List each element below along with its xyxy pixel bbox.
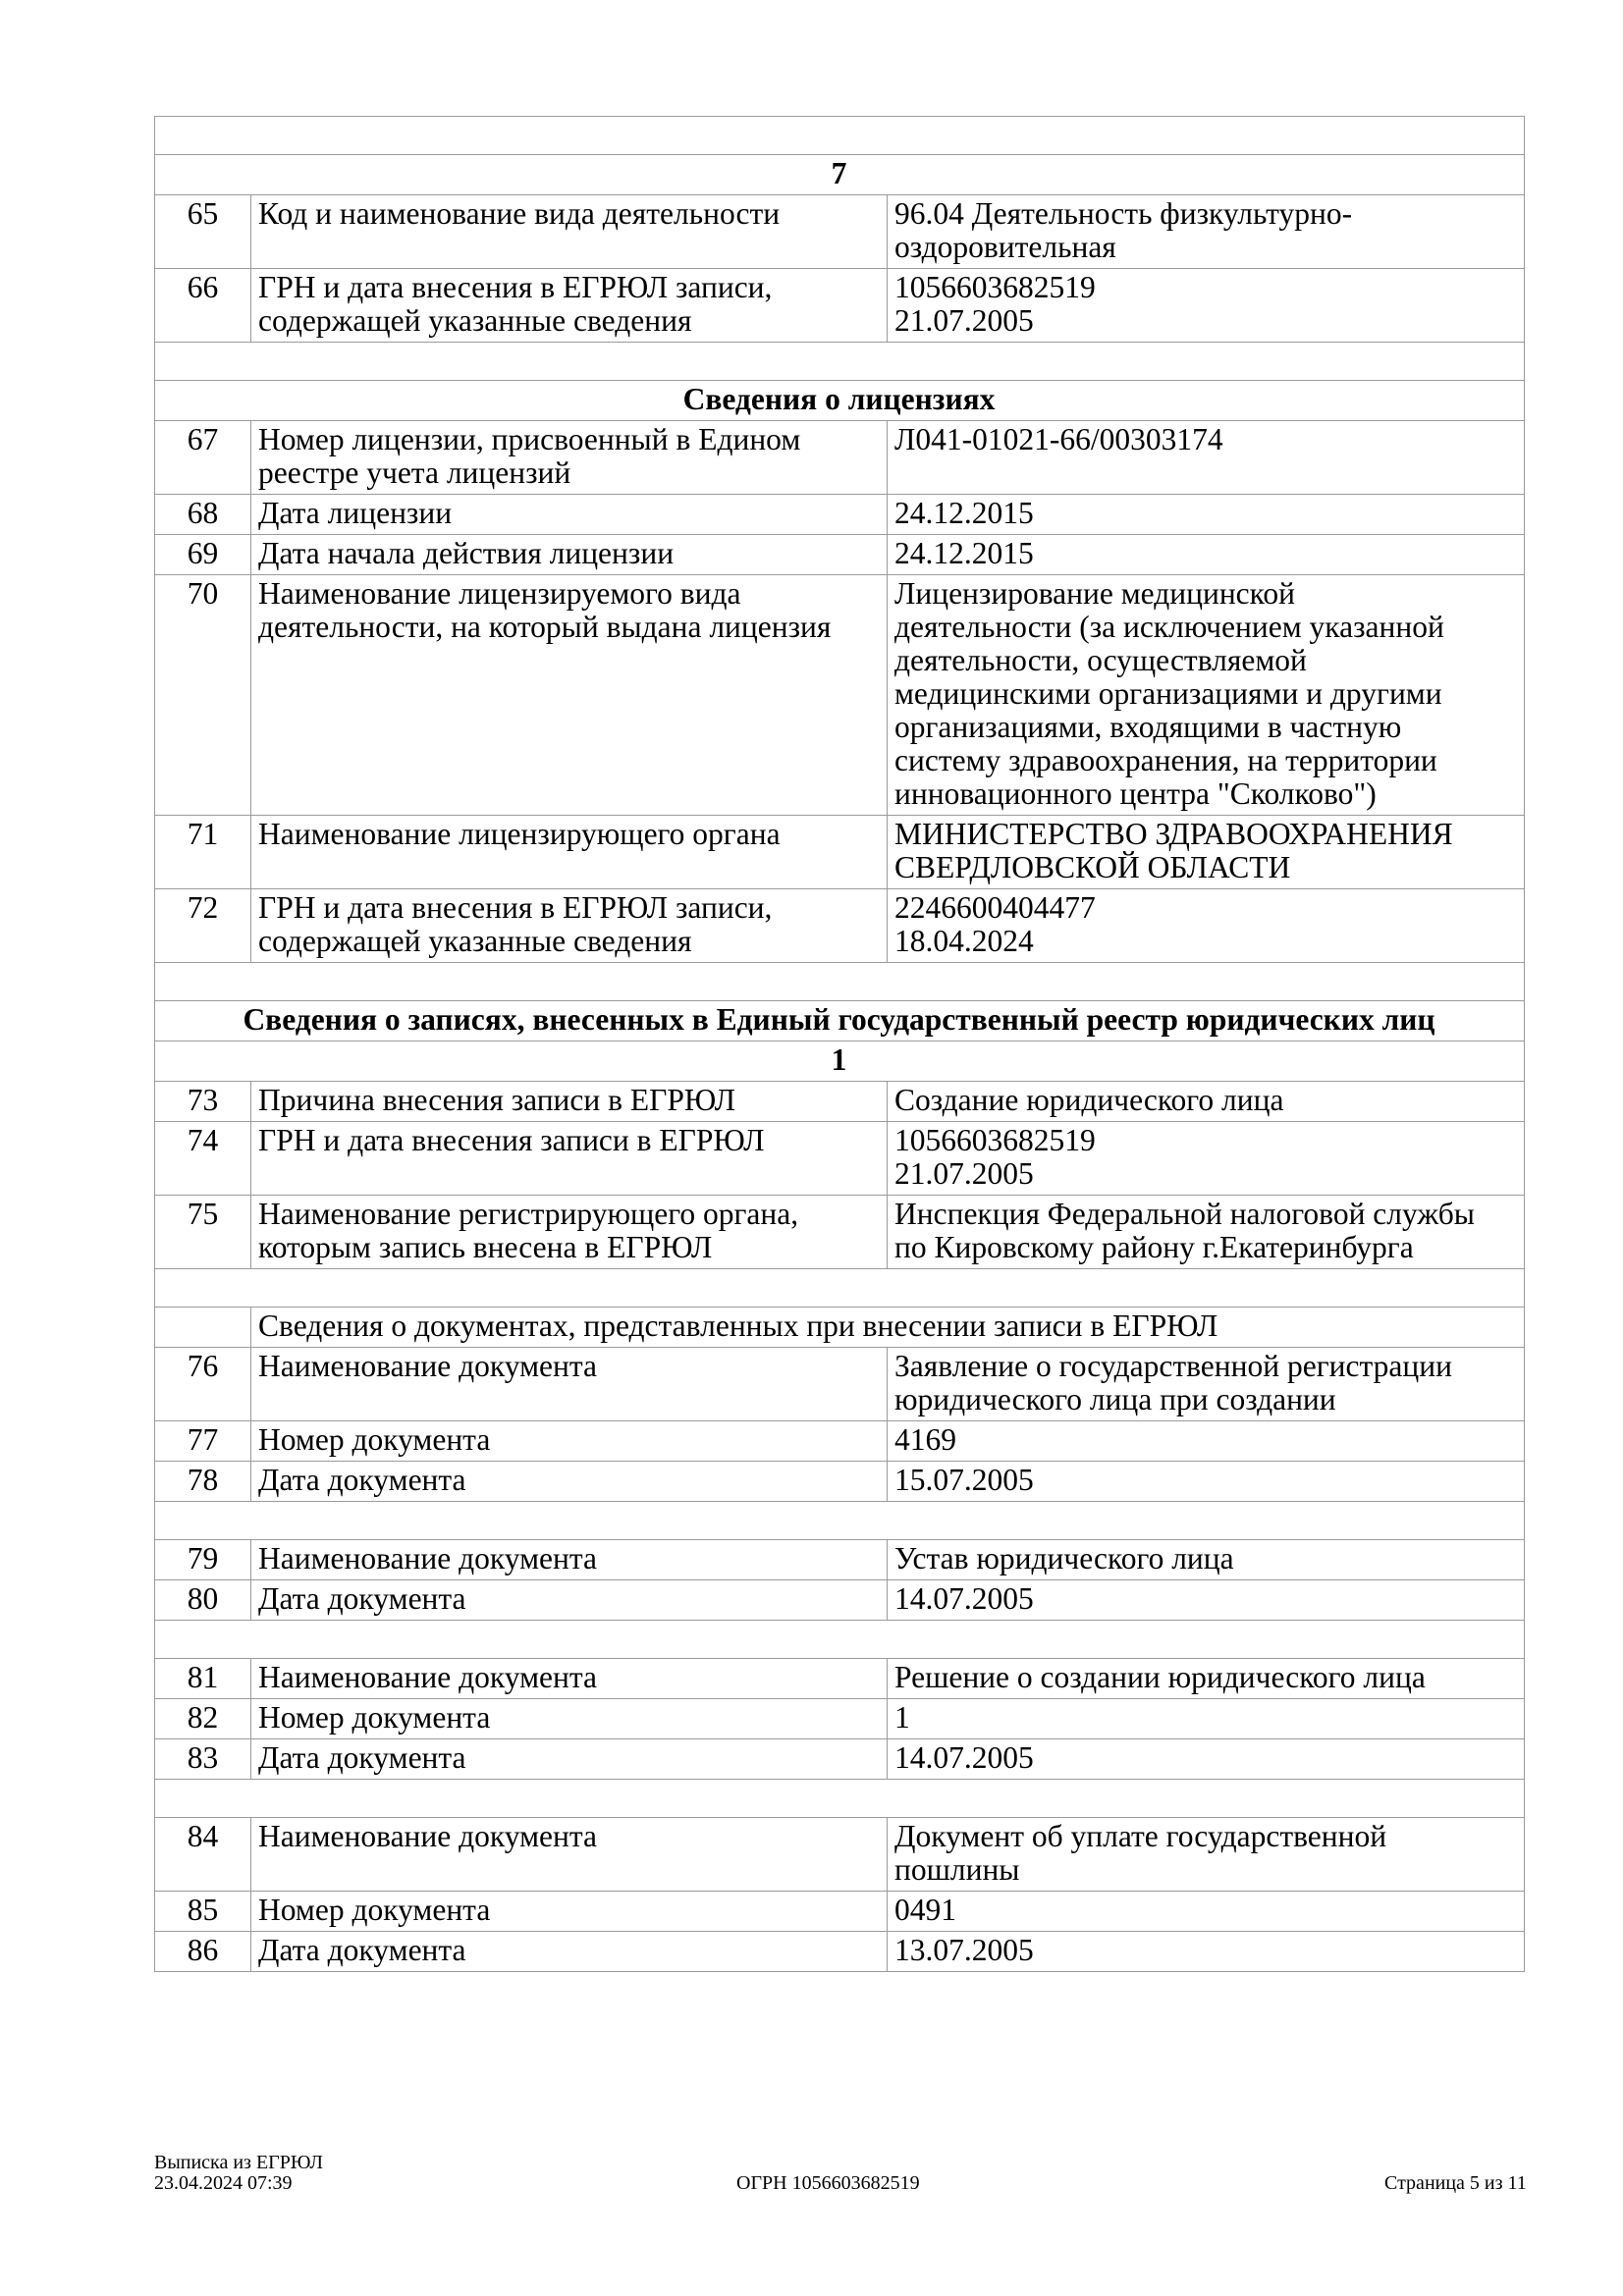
section-header-row xyxy=(155,155,1525,195)
spacer-row xyxy=(155,1502,1525,1540)
spacer-row xyxy=(155,1621,1525,1659)
row-number: 82 xyxy=(155,1699,251,1739)
footer-datetime: 23.04.2024 07:39 xyxy=(154,2172,293,2194)
section-header: 7 xyxy=(155,155,1525,195)
row-value: Л041-01021-66/00303174 xyxy=(888,421,1525,495)
row-value: Устав юридического лица xyxy=(888,1540,1525,1580)
row-value: Решение о создании юридического лица xyxy=(888,1659,1525,1699)
row-number: 78 xyxy=(155,1462,251,1502)
footer-left xyxy=(154,2153,323,2194)
row-number: 70 xyxy=(155,575,251,816)
spacer-cell xyxy=(155,1269,1525,1308)
row-number: 76 xyxy=(155,1348,251,1421)
row-label: Дата документа xyxy=(251,1739,888,1780)
row-number: 72 xyxy=(155,889,251,963)
row-label: Причина внесения записи в ЕГРЮЛ xyxy=(251,1082,888,1122)
row-value: Лицензирование медицинской деятельности (за исключением указанной деятельности, осуществляемой медицинскими организациями и другими организациями, входящими в частную систему здравоохранения, на территории инновационного центра "Сколково") xyxy=(888,575,1525,816)
spacer-row xyxy=(155,963,1525,1001)
row-value: 13.07.2005 xyxy=(888,1932,1525,1972)
row-number: 71 xyxy=(155,816,251,889)
footer-page-number: Страница 5 из 11 xyxy=(1384,2172,1527,2194)
spacer-row xyxy=(155,1780,1525,1818)
subsection-header-row xyxy=(155,1308,1525,1348)
row-value: 1056603682519 21.07.2005 xyxy=(888,269,1525,343)
table-row xyxy=(155,421,1525,495)
row-number: 66 xyxy=(155,269,251,343)
row-value: Инспекция Федеральной налоговой службы по Кировскому району г.Екатеринбурга xyxy=(888,1196,1525,1269)
subsection-header: Сведения о документах, представленных при внесении записи в ЕГРЮЛ xyxy=(251,1308,1525,1348)
table-row xyxy=(155,1580,1525,1621)
table-row xyxy=(155,816,1525,889)
spacer-cell xyxy=(155,117,1525,155)
spacer-cell xyxy=(155,1780,1525,1818)
section-header-row xyxy=(155,381,1525,421)
row-number: 77 xyxy=(155,1421,251,1462)
row-label: Номер лицензии, присвоенный в Едином реестре учета лицензий xyxy=(251,421,888,495)
row-label: Номер документа xyxy=(251,1421,888,1462)
row-value: 14.07.2005 xyxy=(888,1739,1525,1780)
spacer-row xyxy=(155,343,1525,381)
row-label: Наименование документа xyxy=(251,1348,888,1421)
section-header-row xyxy=(155,1001,1525,1041)
table-row xyxy=(155,1540,1525,1580)
spacer-row xyxy=(155,1269,1525,1308)
row-value: Документ об уплате государственной пошлины xyxy=(888,1818,1525,1892)
table-row xyxy=(155,575,1525,816)
row-number: 69 xyxy=(155,535,251,575)
section-header: 1 xyxy=(155,1041,1525,1082)
row-label: Номер документа xyxy=(251,1892,888,1932)
row-value: Создание юридического лица xyxy=(888,1082,1525,1122)
spacer-row xyxy=(155,117,1525,155)
row-value: МИНИСТЕРСТВО ЗДРАВООХРАНЕНИЯ СВЕРДЛОВСКОЙ ОБЛАСТИ xyxy=(888,816,1525,889)
section-header-row xyxy=(155,1041,1525,1082)
row-number: 83 xyxy=(155,1739,251,1780)
row-value: 24.12.2015 xyxy=(888,535,1525,575)
section-header: Сведения о записях, внесенных в Единый государственный реестр юридических лиц xyxy=(155,1001,1525,1041)
table-row xyxy=(155,1421,1525,1462)
row-label: Дата документа xyxy=(251,1462,888,1502)
table-row xyxy=(155,1122,1525,1196)
row-number: 68 xyxy=(155,495,251,535)
row-label: Наименование лицензирующего органа xyxy=(251,816,888,889)
table-row xyxy=(155,535,1525,575)
row-value: 1 xyxy=(888,1699,1525,1739)
row-label: Дата документа xyxy=(251,1580,888,1621)
table-row xyxy=(155,1348,1525,1421)
table-row xyxy=(155,1659,1525,1699)
row-value: 14.07.2005 xyxy=(888,1580,1525,1621)
row-value: 96.04 Деятельность физкультурно- оздоровительная xyxy=(888,195,1525,269)
table-row xyxy=(155,1196,1525,1269)
row-label: Дата лицензии xyxy=(251,495,888,535)
table-body xyxy=(155,117,1525,1972)
row-label: Наименование лицензируемого вида деятельности, на который выдана лицензия xyxy=(251,575,888,816)
row-label: Наименование документа xyxy=(251,1659,888,1699)
table-row xyxy=(155,1892,1525,1932)
row-label: Наименование документа xyxy=(251,1818,888,1892)
row-label: Дата документа xyxy=(251,1932,888,1972)
row-number: 84 xyxy=(155,1818,251,1892)
table-row xyxy=(155,1462,1525,1502)
empty-number-cell xyxy=(155,1308,251,1348)
row-label: Код и наименование вида деятельности xyxy=(251,195,888,269)
row-label: ГРН и дата внесения в ЕГРЮЛ записи, содержащей указанные сведения xyxy=(251,889,888,963)
footer-doc-title: Выписка из ЕГРЮЛ xyxy=(154,2152,323,2173)
table-row xyxy=(155,889,1525,963)
row-number: 85 xyxy=(155,1892,251,1932)
row-number: 75 xyxy=(155,1196,251,1269)
row-number: 74 xyxy=(155,1122,251,1196)
spacer-cell xyxy=(155,1502,1525,1540)
row-label: ГРН и дата внесения записи в ЕГРЮЛ xyxy=(251,1122,888,1196)
row-value: Заявление о государственной регистрации юридического лица при создании xyxy=(888,1348,1525,1421)
row-value: 1056603682519 21.07.2005 xyxy=(888,1122,1525,1196)
row-number: 79 xyxy=(155,1540,251,1580)
row-number: 73 xyxy=(155,1082,251,1122)
table-row xyxy=(155,269,1525,343)
row-value: 4169 xyxy=(888,1421,1525,1462)
spacer-cell xyxy=(155,343,1525,381)
row-value: 0491 xyxy=(888,1892,1525,1932)
row-label: Дата начала действия лицензии xyxy=(251,535,888,575)
table-row xyxy=(155,1818,1525,1892)
row-value: 2246600404477 18.04.2024 xyxy=(888,889,1525,963)
row-number: 67 xyxy=(155,421,251,495)
row-number: 81 xyxy=(155,1659,251,1699)
footer-ogrn: ОГРН 1056603682519 xyxy=(736,2172,920,2194)
row-label: ГРН и дата внесения в ЕГРЮЛ записи, содержащей указанные сведения xyxy=(251,269,888,343)
row-number: 80 xyxy=(155,1580,251,1621)
table-row xyxy=(155,1699,1525,1739)
spacer-cell xyxy=(155,963,1525,1001)
table-row xyxy=(155,195,1525,269)
row-label: Номер документа xyxy=(251,1699,888,1739)
row-number: 86 xyxy=(155,1932,251,1972)
spacer-cell xyxy=(155,1621,1525,1659)
row-value: 15.07.2005 xyxy=(888,1462,1525,1502)
row-label: Наименование документа xyxy=(251,1540,888,1580)
table-row xyxy=(155,1739,1525,1780)
row-value: 24.12.2015 xyxy=(888,495,1525,535)
egrul-extract-table xyxy=(154,116,1525,1972)
row-number: 65 xyxy=(155,195,251,269)
section-header: Сведения о лицензиях xyxy=(155,381,1525,421)
row-label: Наименование регистрирующего органа, которым запись внесена в ЕГРЮЛ xyxy=(251,1196,888,1269)
table-row xyxy=(155,495,1525,535)
table-row xyxy=(155,1082,1525,1122)
table-row xyxy=(155,1932,1525,1972)
